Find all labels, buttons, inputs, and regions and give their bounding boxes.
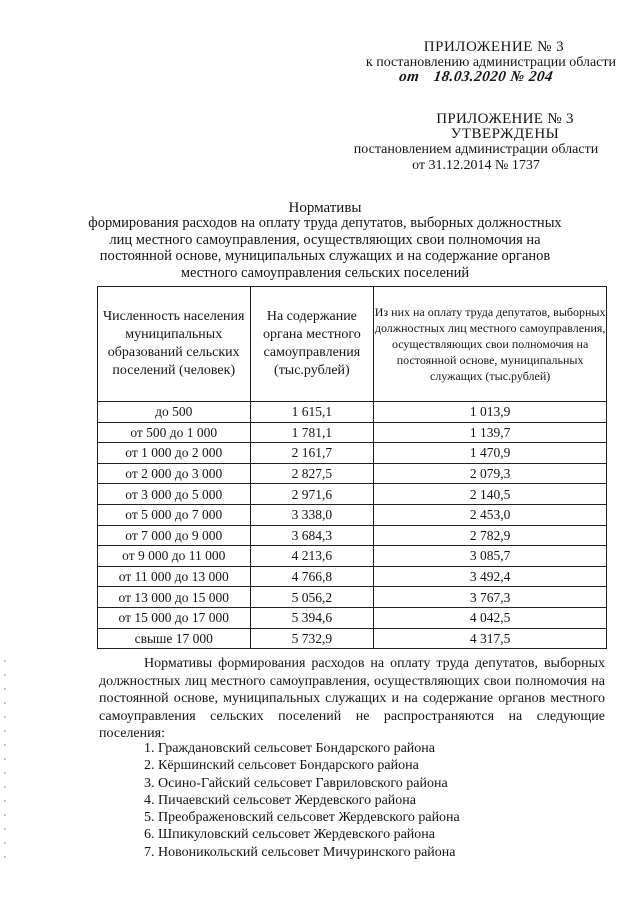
cell-population: от 3 000 до 5 000 [98, 484, 251, 505]
amendment-subtitle: к постановлению администрации области [365, 55, 616, 70]
cell-maintenance: 5 394,6 [250, 607, 374, 628]
approved-by: постановлением администрации области [353, 142, 599, 157]
cell-salaries: 1 139,7 [374, 422, 607, 443]
cell-population: от 15 000 до 17 000 [98, 607, 251, 628]
cell-population: от 13 000 до 15 000 [98, 587, 251, 608]
norms-table [97, 286, 607, 649]
handwritten-number: № 204 [509, 69, 555, 85]
cell-population: свыше 17 000 [98, 628, 251, 649]
cell-population: от 11 000 до 13 000 [98, 566, 251, 587]
column-header-population: Численность населения муниципальных образований сельских поселений (человек) [98, 287, 251, 402]
cell-salaries: 2 782,9 [374, 525, 607, 546]
cell-salaries: 4 317,5 [374, 628, 607, 649]
cell-population: от 5 000 до 7 000 [98, 504, 251, 525]
table-row [98, 402, 607, 423]
cell-population: от 2 000 до 3 000 [98, 463, 251, 484]
list-item: 2. Кёршинский сельсовет Бондарского района [144, 758, 419, 774]
table-row [98, 525, 607, 546]
cell-maintenance: 1 781,1 [250, 422, 374, 443]
list-item: 5. Преображеновский сельсовет Жердевского района [144, 810, 460, 826]
handwritten-prefix: от [398, 69, 421, 85]
cell-salaries: 3 085,7 [374, 546, 607, 567]
original-appendix-title: ПРИЛОЖЕНИЕ № 3 [436, 111, 574, 127]
table-row [98, 504, 607, 525]
scan-margin-marks [4, 660, 6, 870]
settlement-list [144, 740, 460, 861]
cell-maintenance: 2 971,6 [250, 484, 374, 505]
cell-salaries: 2 453,0 [374, 504, 607, 525]
table-row [98, 546, 607, 567]
cell-maintenance: 2 161,7 [250, 443, 374, 464]
cell-salaries: 2 079,3 [374, 463, 607, 484]
table-header-row [98, 287, 607, 402]
cell-salaries: 2 140,5 [374, 484, 607, 505]
table-row [98, 628, 607, 649]
list-item: 1. Граждановский сельсовет Бондарского района [144, 741, 435, 756]
cell-maintenance: 4 766,8 [250, 566, 374, 587]
cell-salaries: 3 492,4 [374, 566, 607, 587]
amendment-title: ПРИЛОЖЕНИЕ № 3 [423, 39, 565, 55]
cell-salaries: 1 013,9 [374, 402, 607, 423]
table-row [98, 443, 607, 464]
list-item: 3. Осино-Гайский сельсовет Гавриловского района [144, 775, 448, 791]
list-item: 6. Шпикуловский сельсовет Жердевского района [144, 827, 435, 843]
column-header-salaries: Из них на оплату труда депутатов, выборных должностных лиц местного самоуправления, осуществляющих свои полномочия на постоянной основе, муниципальных служащих (тыс.рублей) [374, 287, 607, 402]
cell-maintenance: 4 213,6 [250, 546, 374, 567]
table-row [98, 566, 607, 587]
table-row [98, 463, 607, 484]
table-row [98, 607, 607, 628]
cell-population: от 9 000 до 11 000 [98, 546, 251, 567]
cell-population: от 7 000 до 9 000 [98, 525, 251, 546]
approved-label: УТВЕРЖДЕНЫ [450, 126, 560, 142]
document-heading: Нормативы [288, 200, 362, 216]
cell-maintenance: 3 684,3 [250, 525, 374, 546]
column-header-maintenance: На содержание органа местного самоуправления (тыс.рублей) [250, 287, 374, 402]
table-row [98, 484, 607, 505]
handwritten-date: 18.03.2020 [432, 69, 508, 85]
approved-date-number: от 31.12.2014 № 1737 [412, 158, 540, 173]
cell-salaries: 3 767,3 [374, 587, 607, 608]
list-item: 7. Новоникольский сельсовет Мичуринского района [144, 844, 456, 860]
cell-maintenance: 3 338,0 [250, 504, 374, 525]
list-item: 4. Пичаевский сельсовет Жердевского района [144, 792, 416, 808]
cell-maintenance: 5 732,9 [250, 628, 374, 649]
table-row [98, 587, 607, 608]
exclusion-paragraph [99, 655, 605, 743]
document-title-body: формирования расходов на оплату труда депутатов, выборных должностных лиц местного самоуправления, осуществляющих свои полномочия на постоянной основе, муниципальных служащих и на содержание органов местного самоуправления сельских поселений [88, 215, 562, 281]
cell-salaries: 4 042,5 [374, 607, 607, 628]
table-row [98, 422, 607, 443]
cell-population: от 1 000 до 2 000 [98, 443, 251, 464]
amendment-handwritten-date [345, 69, 607, 86]
cell-population: от 500 до 1 000 [98, 422, 251, 443]
cell-salaries: 1 470,9 [374, 443, 607, 464]
cell-maintenance: 1 615,1 [250, 402, 374, 423]
exclusion-paragraph-text: Нормативы формирования расходов на оплату труда депутатов, выборных должностных лиц местного самоуправления, осуществляющих свои полномочия на постоянной основе, муниципальных служащих и на содержание органов местного самоуправления сельских поселений не распространяются на следующие поселения: [99, 656, 605, 742]
cell-maintenance: 5 056,2 [250, 587, 374, 608]
cell-population: до 500 [98, 402, 251, 423]
cell-maintenance: 2 827,5 [250, 463, 374, 484]
